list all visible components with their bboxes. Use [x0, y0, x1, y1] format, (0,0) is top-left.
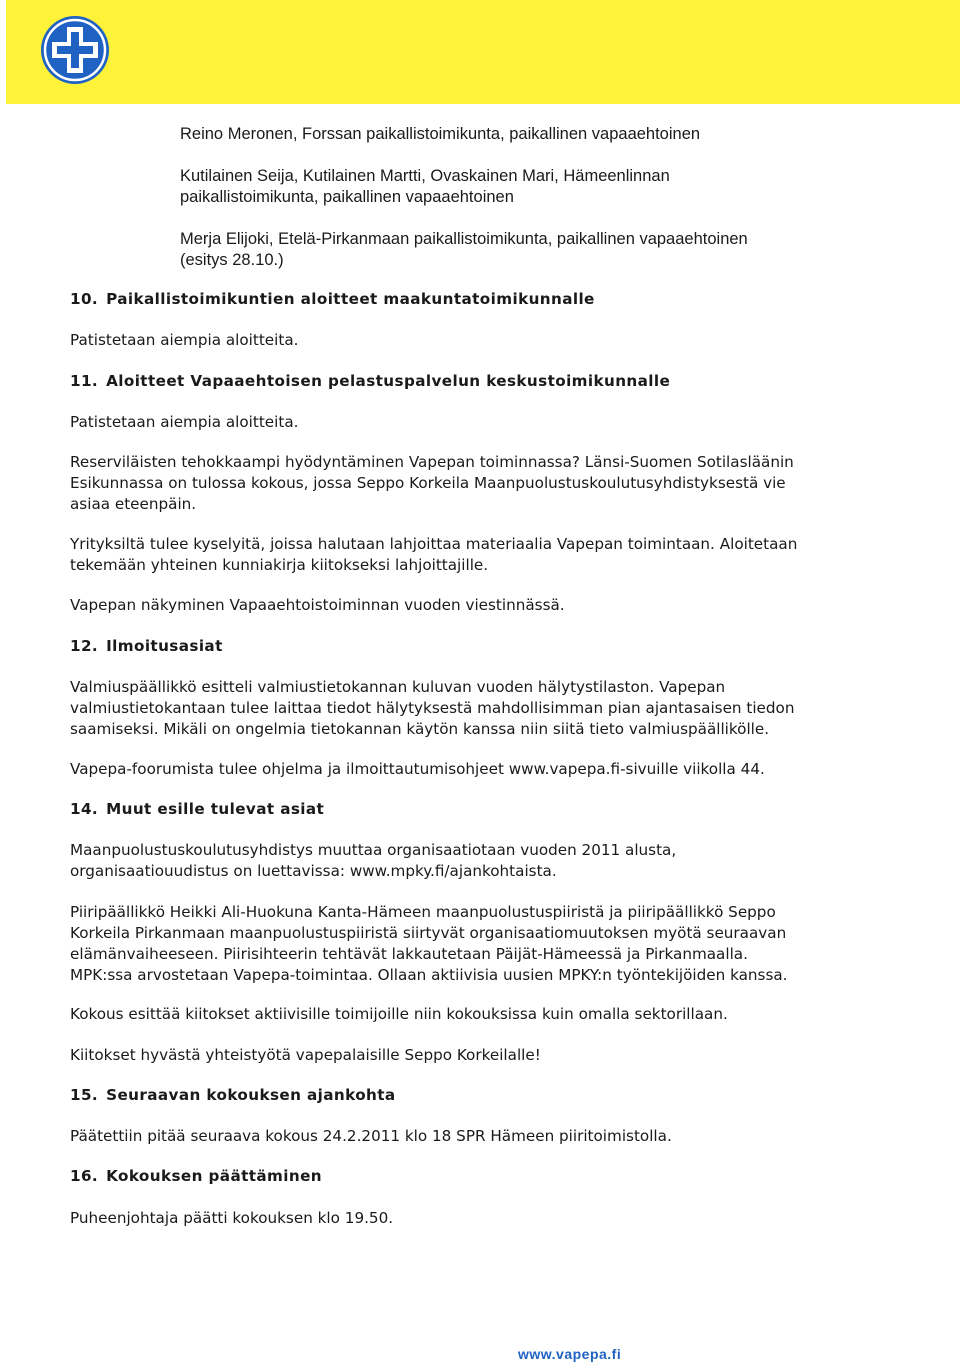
- section-11-paragraph-2: Reserviläisten tehokkaampi hyödyntäminen Vapepan toiminnassa? Länsi-Suomen Sotilasläänin Esikunnassa on tulossa kokous, jossa Seppo Korkeila Maanpuolustuskoulutusyhdistyksestä vie asiaa eteenpäin.: [70, 453, 794, 513]
- member-elijoki: Merja Elijoki, Etelä-Pirkanmaan paikallistoimikunta, paikallinen vapaaehtoinen (esitys 28.10.): [180, 230, 748, 269]
- section-12-heading: 12. Ilmoitusasiat: [70, 637, 223, 655]
- section-11-paragraph-4: Vapepan näkyminen Vapaaehtoistoiminnan vuoden viestinnässä.: [70, 596, 565, 614]
- section-14-paragraph-4: Kiitokset hyvästä yhteistyötä vapepalaisille Seppo Korkeilalle!: [70, 1046, 541, 1064]
- section-15-heading: 15. Seuraavan kokouksen ajankohta: [70, 1086, 396, 1104]
- section-14-paragraph-3: Kokous esittää kiitokset aktiivisille toimijoille niin kokouksissa kuin omalla sektorillaan.: [70, 1005, 728, 1023]
- header-band: [6, 0, 960, 104]
- footer-website-link[interactable]: www.vapepa.fi: [518, 1346, 622, 1362]
- section-15-paragraph: Päätettiin pitää seuraava kokous 24.2.2011 klo 18 SPR Hämeen piiritoimistolla.: [70, 1127, 672, 1145]
- section-16-paragraph: Puheenjohtaja päätti kokouksen klo 19.50.: [70, 1209, 394, 1227]
- section-12-paragraph-1: Valmiuspäällikkö esitteli valmiustietokannan kuluvan vuoden hälytystilaston. Vapepan valmiustietokantaan tulee laittaa tiedot hälytyksestä mahdollisimman pian ajantasaisen tiedon saamiseksi. Mikäli on ongelmia tietokannan käytön kanssa niin siitä tieto valmiuspäällikölle.: [70, 678, 795, 738]
- section-11-paragraph-1: Patistetaan aiempia aloitteita.: [70, 413, 299, 431]
- section-14-heading: 14. Muut esille tulevat asiat: [70, 800, 325, 818]
- member-meronen: Reino Meronen, Forssan paikallistoimikunta, paikallinen vapaaehtoinen: [180, 125, 701, 143]
- section-14-paragraph-2: Piiripäällikkö Heikki Ali-Huokuna Kanta-Hämeen maanpuolustuspiiristä ja piiripäällikkö Seppo Korkeila Pirkanmaan maanpuolustuspiiristä siirtyvät organisaatiomuutoksen myötä seuraavan elämänvaiheeseen. Piirisihteerin tehtävät lakkautetaan Päijät-Hämeessä ja Pirkanmaalla. MPK:ssa arvostetaan Vapepa-toimintaa. Ollaan aktiivisia uusien MPKY:n työntekijöiden kanssa.: [70, 903, 788, 984]
- section-11-heading: 11. Aloitteet Vapaaehtoisen pelastuspalvelun keskustoimikunnalle: [70, 372, 671, 390]
- section-16-heading: 16. Kokouksen päättäminen: [70, 1167, 323, 1185]
- section-14-paragraph-1: Maanpuolustuskoulutusyhdistys muuttaa organisaatiotaan vuoden 2011 alusta, organisaatiouudistus on luettavissa: www.mpky.fi/ajankohtaista.: [70, 841, 677, 880]
- section-10-paragraph: Patistetaan aiempia aloitteita.: [70, 331, 299, 349]
- section-11-paragraph-3: Yrityksiltä tulee kyselyitä, joissa halutaan lahjoittaa materiaalia Vapepan toimintaan. Aloitetaan tekemään yhteinen kunniakirja kiitokseksi lahjoittajille.: [70, 535, 798, 574]
- member-kutilainen: Kutilainen Seija, Kutilainen Martti, Ovaskainen Mari, Hämeenlinnan paikallistoimikunta, paikallinen vapaaehtoinen: [180, 167, 670, 206]
- cross-logo-icon: [40, 15, 110, 85]
- section-10-heading: 10. Paikallistoimikuntien aloitteet maakuntatoimikunnalle: [70, 290, 595, 308]
- section-12-paragraph-2: Vapepa-foorumista tulee ohjelma ja ilmoittautumisohjeet www.vapepa.fi-sivuille viikolla 44.: [70, 760, 765, 778]
